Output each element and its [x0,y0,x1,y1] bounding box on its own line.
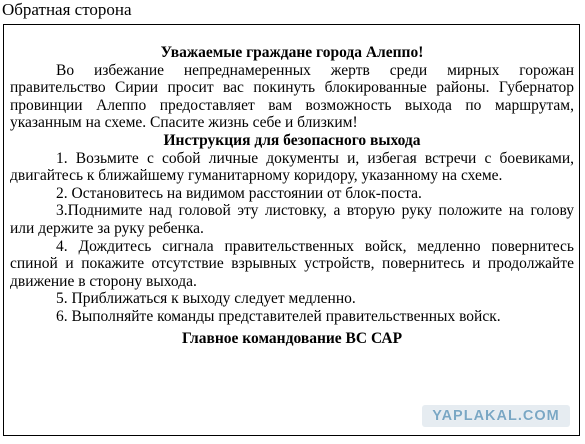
instruction-item: 3.Поднимите над головой эту листовку, а вторую руку положите на голову или держите за руку ребенка. [10,202,574,237]
leaflet-content [10,44,574,347]
instruction-item: 2. Остановитесь на видимом расстоянии от блок-поста. [56,184,422,202]
watermark-logo: YAPLAKAL.COM [422,405,570,427]
instruction-item: 6. Выполняйте команды представителей правительственных войск. [56,307,501,325]
instruction-item: 5. Приближаться к выходу следует медленно. [56,290,356,308]
instruction-item: 4. Дождитесь сигнала правительственных войск, медленно повернитесь спиной и покажите отсутствие взрывных устройств, повернитесь и продолжайте движение в сторону выхода. [10,237,574,290]
intro-paragraph: Во избежание непреднамеренных жертв среди мирных горожан правительство Сирии просит вас покинуть блокированные районы. Губернатор провинции Алеппо предоставляет вам возможность выхода по маршрутам, указанным на схеме. Спасите жизнь себе и близким! [10,61,574,132]
signature: Главное командование ВС САР [181,329,403,347]
page-label: Обратная сторона [2,0,132,19]
leaflet-title: Уважаемые граждане города Алеппо! [160,44,424,61]
instructions-title: Инструкция для безопасного выхода [163,131,421,149]
instruction-item: 1. Возьмите с собой личные документы и, избегая встречи с боевиками, двигайтесь к ближайшему гуманитарному коридору, указанному на схеме. [10,149,574,185]
